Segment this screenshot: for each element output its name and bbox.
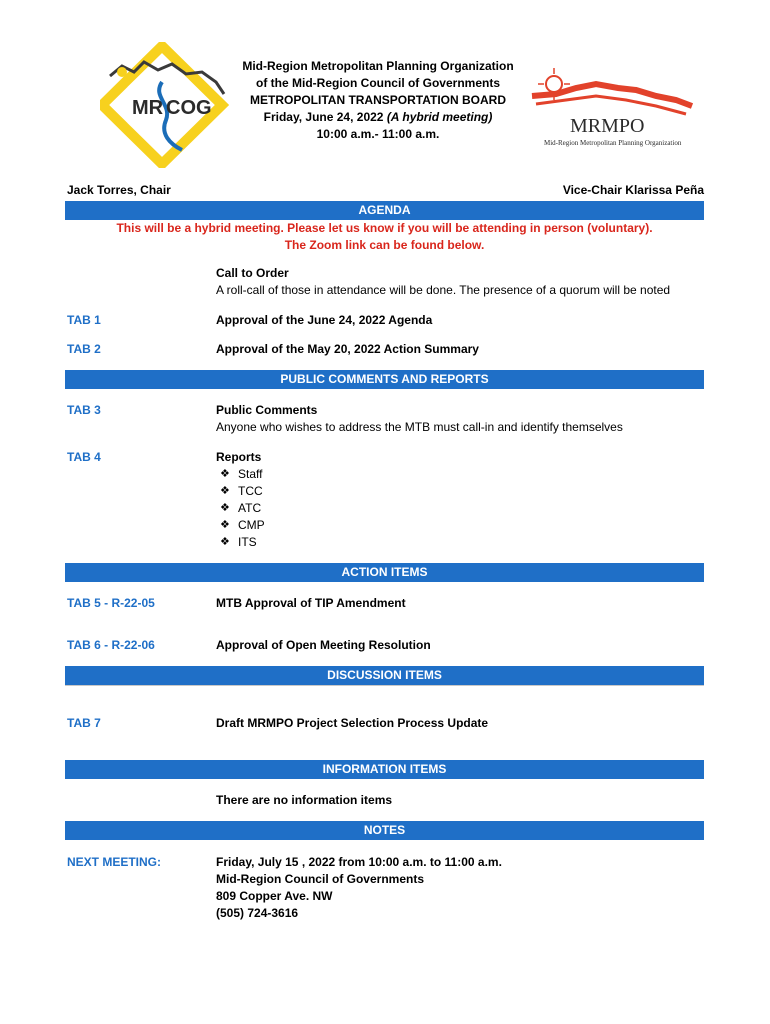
- header-line-5: 10:00 a.m.- 11:00 a.m.: [316, 127, 440, 141]
- report-item: [216, 517, 265, 534]
- next-meeting-details: [216, 854, 502, 922]
- bullet-icon: ❖: [220, 519, 230, 531]
- next-meeting-date: Friday, July 15 , 2022 from 10:00 a.m. to 11:00 a.m.: [216, 855, 502, 869]
- tab-6-label: TAB 6 - R-22-06: [67, 638, 155, 652]
- header-date: Friday, June 24, 2022: [263, 110, 387, 124]
- tab-5-label: TAB 5 - R-22-05: [67, 596, 155, 610]
- tab-4-label: TAB 4: [67, 450, 101, 464]
- tab-1-label: TAB 1: [67, 313, 101, 327]
- section-discussion-items: DISCUSSION ITEMS: [65, 666, 704, 685]
- report-item-label: ATC: [238, 501, 262, 515]
- bullet-icon: ❖: [220, 502, 230, 514]
- tab-4-content: [216, 449, 265, 551]
- chair-name: Jack Torres, Chair: [67, 183, 171, 197]
- logo-mrmpo-text: MRMPO: [570, 115, 645, 137]
- next-meeting-label: NEXT MEETING:: [67, 855, 162, 869]
- call-to-order-title: Call to Order: [216, 266, 289, 280]
- no-information-text: There are no information items: [216, 793, 393, 807]
- tab-2-text: Approval of the May 20, 2022 Action Summary: [216, 342, 479, 356]
- mrcog-logo: [100, 42, 230, 168]
- meeting-header: [218, 58, 538, 143]
- section-agenda: AGENDA: [65, 201, 704, 220]
- next-meeting-phone: (505) 724-3616: [216, 906, 299, 920]
- section-information-items: INFORMATION ITEMS: [65, 760, 704, 779]
- call-to-order-desc: A roll-call of those in attendance will be done. The presence of a quorum will be noted: [216, 283, 671, 297]
- tab-3-label: TAB 3: [67, 403, 101, 417]
- logo-mr-text: MR: [132, 97, 164, 119]
- report-item-label: ITS: [238, 535, 257, 549]
- tab-4-title: Reports: [216, 450, 262, 464]
- call-to-order: [216, 265, 670, 299]
- tab-5-text: MTB Approval of TIP Amendment: [216, 596, 406, 610]
- header-line-4: [218, 109, 538, 126]
- report-item-label: TCC: [238, 484, 263, 498]
- tab-7-text: Draft MRMPO Project Selection Process Update: [216, 716, 489, 730]
- section-public-comments: PUBLIC COMMENTS AND REPORTS: [65, 370, 704, 389]
- report-item: [216, 466, 265, 483]
- tab-1-text: Approval of the June 24, 2022 Agenda: [216, 313, 433, 327]
- bullet-icon: ❖: [220, 485, 230, 497]
- mrmpo-logo: [526, 66, 698, 150]
- report-item: [216, 483, 265, 500]
- report-item-label: Staff: [238, 467, 263, 481]
- divider: [65, 685, 704, 686]
- hybrid-notice-line-2: The Zoom link can be found below.: [284, 238, 485, 252]
- next-meeting-org: Mid-Region Council of Governments: [216, 872, 425, 886]
- header-line-3: METROPOLITAN TRANSPORTATION BOARD: [250, 93, 506, 107]
- reports-list: [216, 466, 265, 551]
- report-item: [216, 500, 265, 517]
- tab-6-text: Approval of Open Meeting Resolution: [216, 638, 431, 652]
- tab-2-label: TAB 2: [67, 342, 101, 356]
- section-action-items: ACTION ITEMS: [65, 563, 704, 582]
- tab-7-label: TAB 7: [67, 716, 101, 730]
- report-item: [216, 534, 265, 551]
- next-meeting-address: 809 Copper Ave. NW: [216, 889, 333, 903]
- section-notes: NOTES: [65, 821, 704, 840]
- vice-chair-name: Vice-Chair Klarissa Peña: [562, 183, 704, 197]
- logo-mrmpo-caption: Mid-Region Metropolitan Planning Organization: [544, 139, 682, 147]
- header-line-2: of the Mid-Region Council of Governments: [256, 76, 500, 90]
- bullet-icon: ❖: [220, 536, 230, 548]
- bullet-icon: ❖: [220, 468, 230, 480]
- hybrid-notice-line-1: This will be a hybrid meeting. Please let us know if you will be attending in person (voluntary).: [116, 221, 653, 235]
- tab-3-desc: Anyone who wishes to address the MTB must call-in and identify themselves: [216, 420, 623, 434]
- tab-3-title: Public Comments: [216, 403, 318, 417]
- header-hybrid: (A hybrid meeting): [386, 110, 493, 124]
- tab-3-content: [216, 402, 623, 436]
- logo-cog-text: COG: [166, 97, 212, 119]
- report-item-label: CMP: [238, 518, 265, 532]
- header-line-1: Mid-Region Metropolitan Planning Organization: [242, 59, 514, 73]
- hybrid-notice: [65, 220, 704, 254]
